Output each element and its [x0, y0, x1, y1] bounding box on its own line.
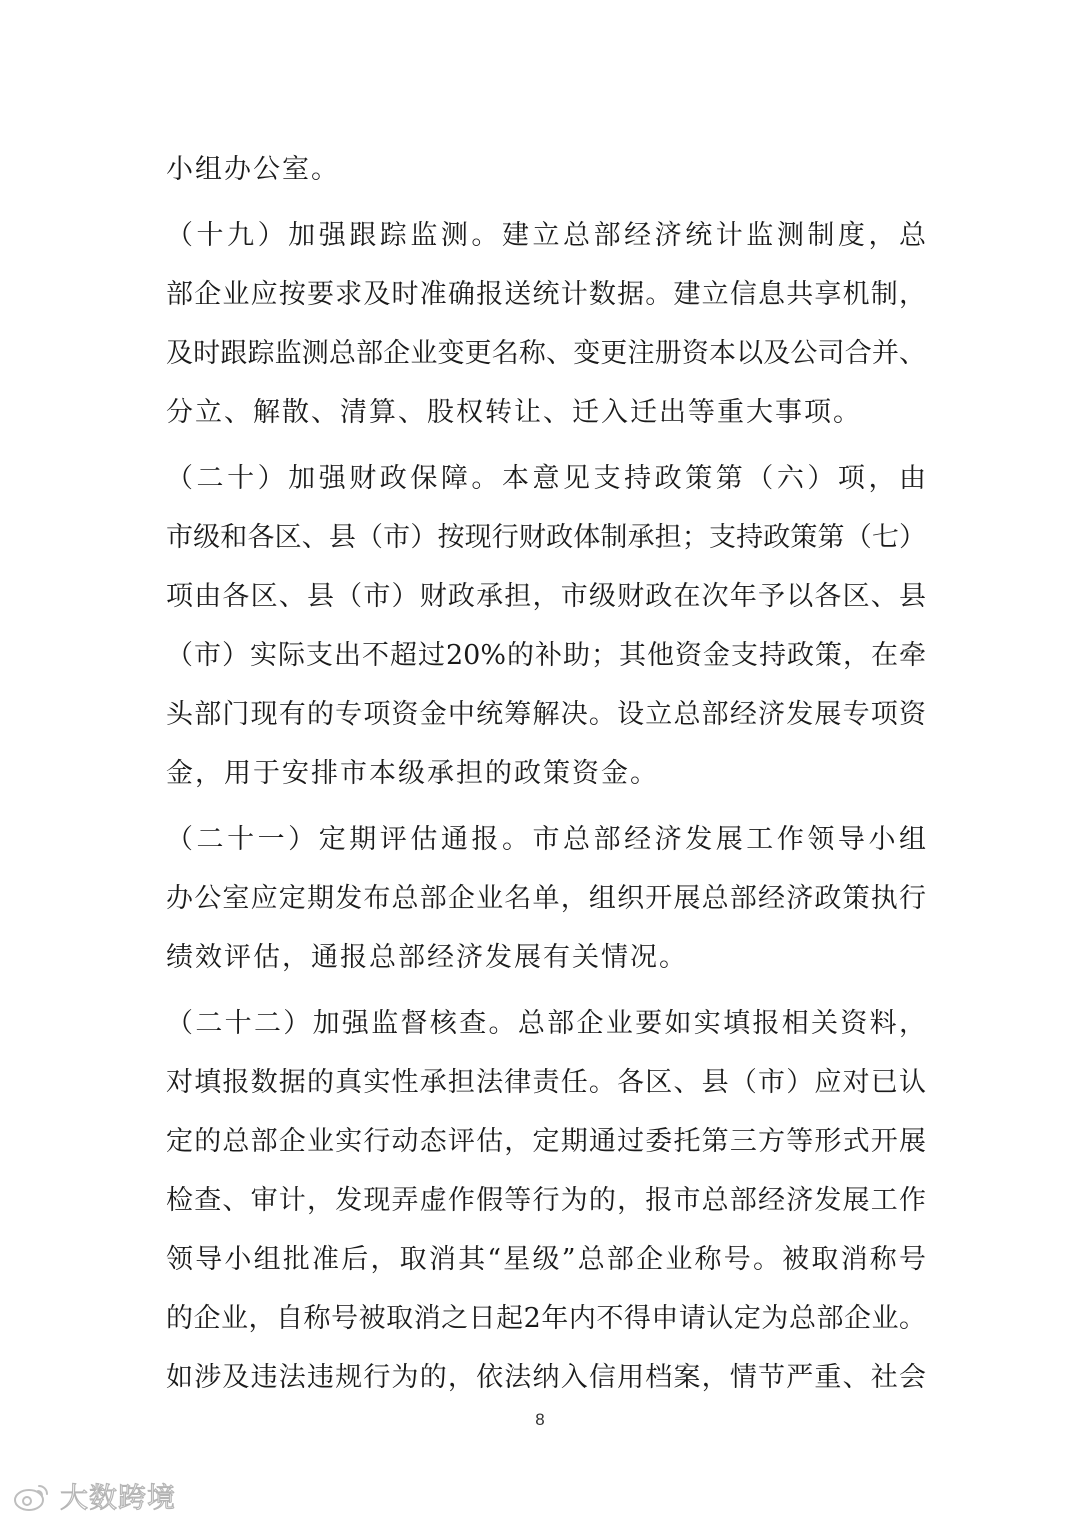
paragraph-22-heading-line: （二十二）加强监督核查。总部企业要如实填报相关资料，	[166, 1008, 926, 1039]
paragraph-20-heading-line: （二十）加强财政保障。本意见支持政策第（六）项，由	[166, 463, 926, 494]
text-line: 如涉及违法违规行为的，依法纳入信用档案，情节严重、社会	[166, 1362, 926, 1393]
text-line: 市级和各区、县（市）按现行财政体制承担；支持政策第（七）	[166, 522, 926, 553]
paragraph-19-heading-line: （十九）加强跟踪监测。建立总部经济统计监测制度，总	[166, 220, 926, 251]
watermark	[12, 1476, 176, 1516]
text-line: 分立、解散、清算、股权转让、迁入迁出等重大事项。	[166, 397, 862, 428]
text-line: 部企业应按要求及时准确报送统计数据。建立信息共享机制，	[166, 279, 926, 310]
paragraph-21-heading-line: （二十一）定期评估通报。市总部经济发展工作领导小组	[166, 824, 926, 855]
text-line: 金，用于安排市本级承担的政策资金。	[166, 758, 659, 789]
text-line: 定的总部企业实行动态评估，定期通过委托第三方等形式开展	[166, 1126, 926, 1157]
text-line: 对填报数据的真实性承担法律责任。各区、县（市）应对已认	[166, 1067, 926, 1098]
text-line: 项由各区、县（市）财政承担，市级财政在次年予以各区、县	[166, 581, 926, 612]
text-line: 头部门现有的专项资金中统筹解决。设立总部经济发展专项资	[166, 699, 926, 730]
text-line: 的企业，自称号被取消之日起2年内不得申请认定为总部企业。	[166, 1303, 926, 1334]
text-line: （市）实际支出不超过20%的补助；其他资金支持政策，在牵	[166, 640, 926, 671]
text-line: 小组办公室。	[166, 154, 340, 185]
text-line: 办公室应定期发布总部企业名单，组织开展总部经济政策执行	[166, 883, 926, 914]
text-line: 绩效评估，通报总部经济发展有关情况。	[166, 942, 688, 973]
text-line: 及时跟踪监测总部企业变更名称、变更注册资本以及公司合并、	[166, 338, 926, 369]
body-text	[166, 140, 926, 1407]
weibo-logo-icon	[12, 1480, 52, 1512]
watermark-text: 大数跨境	[60, 1481, 177, 1514]
page-number: 8	[535, 1410, 545, 1429]
text-line: 检查、审计，发现弄虚作假等行为的，报市总部经济发展工作	[166, 1185, 926, 1216]
text-line: 领导小组批准后，取消其“星级”总部企业称号。被取消称号	[166, 1244, 926, 1275]
